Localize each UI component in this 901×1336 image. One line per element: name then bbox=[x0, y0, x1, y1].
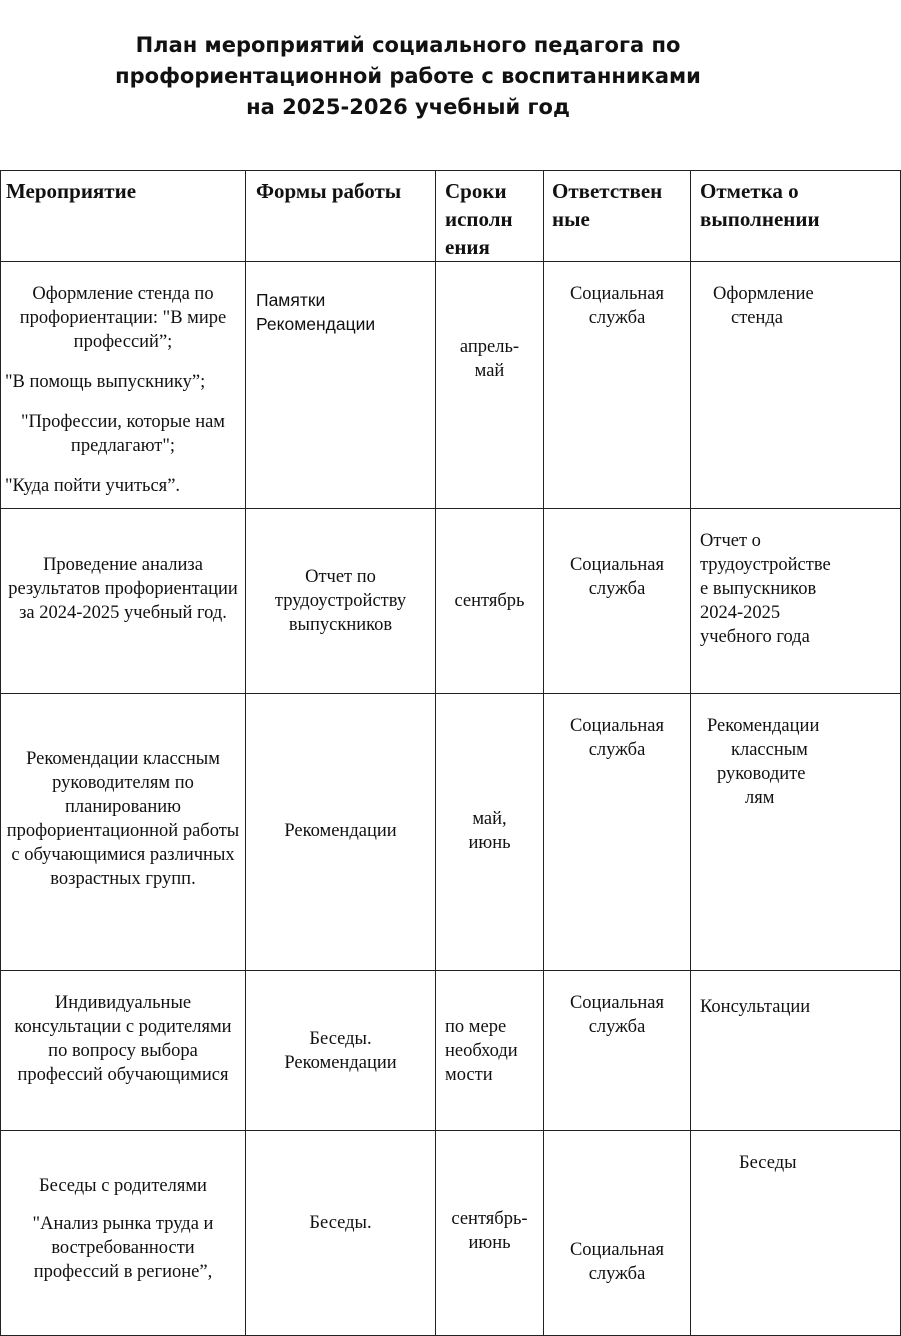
row3-responsible: Социальная служба bbox=[544, 694, 691, 971]
row5-forms: Беседы. bbox=[246, 1131, 436, 1336]
row1-event: Оформление стенда по профориентации: "В мире профессий”; "В помощь выпускнику”; "Профессии, которые нам предлагают"; "Куда пойти учиться”. bbox=[1, 262, 246, 509]
row3-event: Рекомендации классным руководителям по планированию профориентационной работы с обучающимися различных возрастных групп. bbox=[1, 694, 246, 971]
row1-deadline: апрель- май bbox=[436, 262, 544, 509]
row3-mark: Рекомендации классным руководите лям bbox=[691, 694, 901, 971]
row5-event: Беседы с родителями "Анализ рынка труда и востребованности профессий в регионе”, bbox=[1, 1131, 246, 1336]
table-row bbox=[1, 1131, 901, 1336]
title-line-2: профориентационной работе с воспитанниками bbox=[115, 64, 701, 88]
page-title bbox=[0, 30, 816, 123]
table-row bbox=[1, 262, 901, 509]
table-row bbox=[1, 971, 901, 1131]
row5-mark: Беседы bbox=[691, 1131, 901, 1336]
header-mark: Отметка о выполнении bbox=[691, 171, 901, 262]
table-header-row bbox=[1, 171, 901, 262]
header-deadline: Сроки исполн ения bbox=[436, 171, 544, 262]
row1-responsible: Социальная служба bbox=[544, 262, 691, 509]
row3-forms: Рекомендации bbox=[246, 694, 436, 971]
title-line-1: План мероприятий социального педагога по bbox=[135, 33, 681, 57]
title-line-3: на 2025-2026 учебный год bbox=[246, 95, 570, 119]
row4-event: Индивидуальные консультации с родителями по вопросу выбора профессий обучающимися bbox=[1, 971, 246, 1131]
table-row bbox=[1, 694, 901, 971]
table-row bbox=[1, 509, 901, 694]
row4-responsible: Социальная служба bbox=[544, 971, 691, 1131]
row2-responsible: Социальная служба bbox=[544, 509, 691, 694]
header-event: Мероприятие bbox=[1, 171, 246, 262]
header-responsible: Ответствен ные bbox=[544, 171, 691, 262]
row4-deadline: по мере необходи мости bbox=[436, 971, 544, 1131]
row4-mark: Консультации bbox=[691, 971, 901, 1131]
header-forms: Формы работы bbox=[246, 171, 436, 262]
row3-deadline: май, июнь bbox=[436, 694, 544, 971]
row4-forms: Беседы. Рекомендации bbox=[246, 971, 436, 1131]
row2-deadline: сентябрь bbox=[436, 509, 544, 694]
events-table bbox=[0, 170, 901, 1336]
row5-responsible: Социальная служба bbox=[544, 1131, 691, 1336]
row2-forms: Отчет по трудоустройству выпускников bbox=[246, 509, 436, 694]
row2-event: Проведение анализа результатов профориентации за 2024-2025 учебный год. bbox=[1, 509, 246, 694]
row5-deadline: сентябрь- июнь bbox=[436, 1131, 544, 1336]
row2-mark: Отчет о трудоустройстве е выпускников 2024-2025 учебного года bbox=[691, 509, 901, 694]
row1-forms: Памятки Рекомендации bbox=[246, 262, 436, 509]
row1-mark: Оформление стенда bbox=[691, 262, 901, 509]
